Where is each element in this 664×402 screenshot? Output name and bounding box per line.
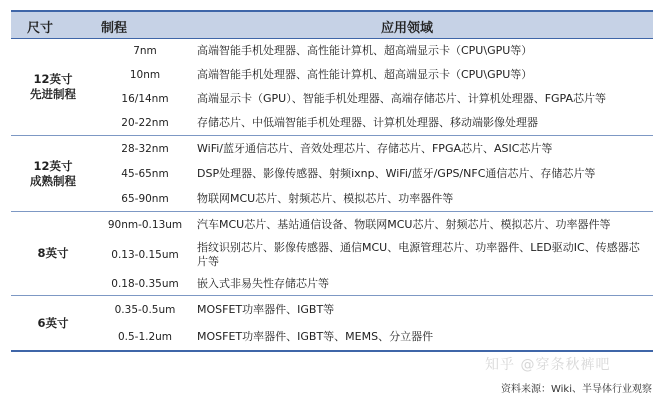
table-row (11, 136, 653, 161)
wafer-size-label: 6英寸 (37, 315, 69, 330)
wafer-size-label: 8英寸 (37, 246, 69, 260)
table-row (11, 111, 653, 135)
wafer-size-label: 12英寸 成熟制程 (30, 158, 76, 188)
process-cell: 28-32nm (121, 142, 169, 155)
watermark: 知乎 @穿条秋裤吧 (485, 357, 611, 373)
process-cell: 0.18-0.35um (111, 278, 179, 290)
application-cell: 高端智能手机处理器、高性能计算机、超高端显示卡（CPU\GPU等） (197, 44, 533, 57)
table-row (11, 323, 653, 350)
source-note: 资料来源：Wiki、半导体行业观察 (500, 384, 652, 395)
process-cell: 0.13-0.15um (111, 249, 179, 261)
table-row (11, 273, 653, 295)
application-cell: 嵌入式非易失性存储芯片等 (197, 277, 329, 290)
application-cell: WiFi/蓝牙通信芯片、音效处理芯片、存储芯片、FPGA芯片、ASIC芯片等 (197, 141, 553, 155)
table-header (11, 12, 653, 39)
table-row (11, 212, 653, 237)
application-cell: 物联网MCU芯片、射频芯片、模拟芯片、功率器件等 (197, 191, 454, 205)
application-cell: 指纹识别芯片、影像传感器、通信MCU、电源管理芯片、功率器件、LED驱动IC、传感器芯片等 (197, 241, 640, 268)
group-8inch (11, 212, 653, 296)
process-application-table (11, 10, 653, 352)
process-cell: 45-65nm (121, 167, 169, 180)
table-row (11, 87, 653, 111)
process-cell: 65-90nm (121, 192, 169, 205)
application-cell: 汽车MCU芯片、基站通信设备、物联网MCU芯片、射频芯片、模拟芯片、功率器件等 (197, 217, 611, 231)
group-12inch-advanced (11, 39, 653, 136)
table-row (11, 186, 653, 211)
header-size: 尺寸 (27, 21, 54, 36)
wafer-size-label: 12英寸 先进制程 (30, 72, 76, 101)
process-cell: 20-22nm (121, 117, 169, 129)
process-cell: 90nm-0.13um (107, 218, 183, 231)
application-cell: 高端智能手机处理器、高性能计算机、超高端显示卡（CPU\GPU等） (197, 68, 533, 81)
table-row (11, 296, 653, 323)
table-row (11, 237, 653, 273)
application-cell: MOSFET功率器件、IGBT等 (197, 302, 335, 316)
process-cell: 16/14nm (121, 93, 169, 105)
group-12inch-mature (11, 136, 653, 212)
header-application: 应用领域 (381, 21, 434, 36)
application-cell: 高端显示卡（GPU）、智能手机处理器、高端存储芯片、计算机处理器、FGPA芯片等 (197, 92, 607, 105)
header-process: 制程 (101, 21, 128, 36)
application-cell: DSP处理器、影像传感器、射频ixnp、WiFi/蓝牙/GPS/NFC通信芯片、存储芯片等 (197, 166, 596, 180)
table-row (11, 161, 653, 186)
process-cell: 10nm (129, 69, 161, 81)
table-row (11, 39, 653, 63)
application-cell: MOSFET功率器件、IGBT等、MEMS、分立器件 (197, 329, 434, 343)
process-cell: 0.5-1.2um (117, 330, 173, 343)
process-cell: 0.35-0.5um (114, 303, 176, 316)
group-6inch (11, 296, 653, 350)
application-cell: 存储芯片、中低端智能手机处理器、计算机处理器、移动端影像处理器 (197, 116, 538, 129)
process-cell: 7nm (133, 45, 157, 57)
table-row (11, 63, 653, 87)
